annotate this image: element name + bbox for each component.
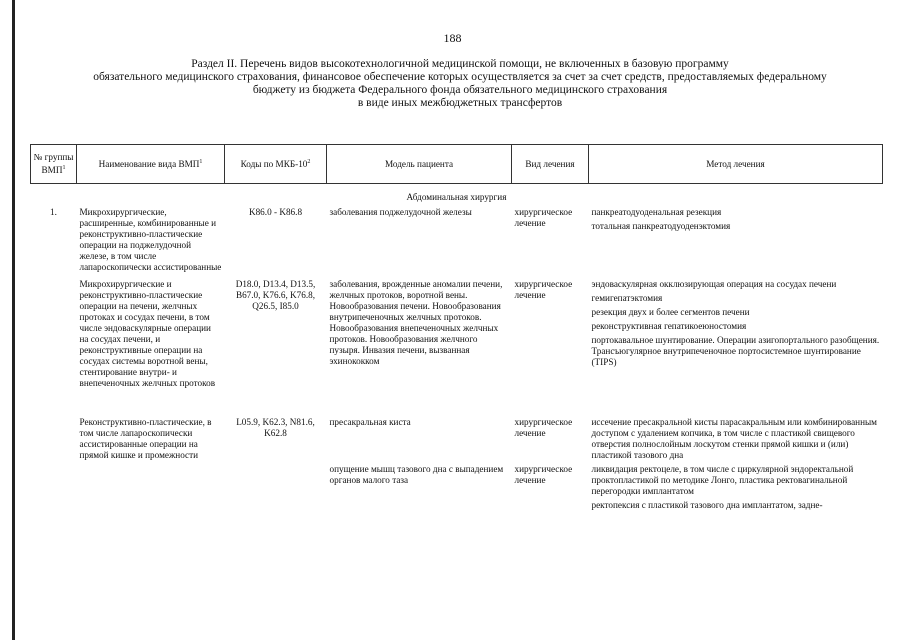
title-line-3: бюджету из бюджета Федерального фонда обязательного медицинского страхования [252, 84, 668, 96]
cell-methods [589, 273, 883, 389]
cell-patient-model: заболевания поджелудочной железы [329, 207, 472, 217]
cell-patient-model: заболевания, врожденные аномалии печени, желчных протоков, воротной вены. Новообразования печени. Новообразования внутрипеченочных желчных протоков. Новообразования внепеченочных желчных протоков. Новообразования желчного пузыря. Инвазия печени, вызванная эхинококком [329, 279, 503, 366]
cell-treatment-type: хирургическое лечение [514, 417, 573, 438]
cell-vmp-name: Микрохирургические, расширенные, комбинированные и реконструктивно-пластические операции на поджелудочной железе, в том числе лапароскопически ассистированные [79, 207, 222, 272]
method-item: эндоваскулярная окклюзирующая операция на сосудах печени [591, 279, 837, 289]
header-treatment-type: Вид лечения [512, 145, 589, 184]
cell-icd-codes: D18.0, D13.4, D13.5, B67.0, K76.6, K76.8, Q26.5, I85.0 [235, 279, 316, 311]
method-item: иссечение пресакральной кисты парасакральным или комбинированным доступом с удалением копчика, в том числе с пластикой свищевого отверстия полнослойным лоскутом стенки прямой кишки и (или) пластикой тазового дна [591, 417, 877, 460]
section-heading: Абдоминальная хирургия [406, 192, 507, 202]
cell-treatment-type: хирургическое лечение [514, 464, 573, 485]
method-item: резекция двух и более сегментов печени [591, 307, 750, 317]
cell-vmp-name: Микрохирургические и реконструктивно-пластические операции на печени, желчных протоках и сосудах печени, в том числе эндоваскулярные операции на сосудах печени, и реконструктивные операции на сосудах системы воротной вены, стентирование внутри- и внепеченочных желчных протоков [79, 279, 216, 388]
method-item: тотальная панкреатодуоденэктомия [591, 221, 731, 231]
cell-group-no [31, 464, 77, 514]
spacer-row [31, 389, 883, 417]
cell-methods [589, 417, 883, 464]
cell-treatment-type: хирургическое лечение [514, 207, 573, 228]
table-row [31, 417, 883, 464]
header-vmp-name: Наименование вида ВМП$^1$ [77, 145, 225, 184]
method-item: портокавальное шунтирование. Операции азигопортального разобщения. Трансъюгулярное внутрипеченочное портосистемное шунтирование (TIPS) [591, 335, 880, 367]
title-line-2: обязательного медицинского страхования, финансовое обеспечение которых осуществляется за счет за счет средств, предоставляемых федеральному [93, 71, 827, 83]
header-group-no: № группы ВМП$^1$ [31, 145, 77, 184]
cell-group-no: 1. [50, 207, 57, 217]
cell-patient-model: пресакральная киста [329, 417, 411, 427]
table-row [31, 207, 883, 273]
page-number: 188 [443, 31, 462, 45]
section-heading-row [31, 184, 883, 208]
cell-group-no [31, 417, 77, 464]
cell-group-no [31, 273, 77, 389]
header-patient-model: Модель пациента [327, 145, 512, 184]
cell-treatment-type: хирургическое лечение [514, 279, 573, 300]
cell-icd-codes: L05.9, K62.3, N81.6, K62.8 [236, 417, 315, 438]
table-header-row [31, 145, 883, 184]
cell-vmp-name: Реконструктивно-пластические, в том числе лапароскопически ассистированные операции на прямой кишке и промежности [79, 417, 212, 460]
vmp-table [30, 144, 883, 514]
method-item: панкреатодуоденальная резекция [591, 207, 722, 217]
cell-methods [589, 207, 883, 273]
method-item: гемигепатэктомия [591, 293, 663, 303]
scan-edge-line [12, 0, 15, 640]
method-item: ректопексия с пластикой тазового дна имплантатом, задне- [591, 500, 823, 510]
method-item: ликвидация ректоцеле, в том числе с циркулярной эндоректальной проктопластикой по методике Лонго, пластика ректовагинальной перегородки имплантатом [591, 464, 854, 496]
cell-icd-codes: K86.0 - K86.8 [248, 207, 303, 217]
cell-methods [589, 464, 883, 514]
cell-patient-model: опущение мышц тазового дна с выпадением органов малого таза [329, 464, 504, 485]
table-row [31, 273, 883, 389]
method-item: реконструктивная гепатикоеюностомия [591, 321, 747, 331]
header-icd-codes: Коды по МКБ-$10^2$ [225, 145, 327, 184]
header-treatment-method: Метод лечения [589, 145, 883, 184]
title-line-1: Раздел II. Перечень видов высокотехнологичной медицинской помощи, не включенных в базовую программу [191, 58, 729, 70]
title-line-4: в виде иных межбюджетных трансфертов [357, 97, 563, 109]
section-title [40, 58, 880, 110]
